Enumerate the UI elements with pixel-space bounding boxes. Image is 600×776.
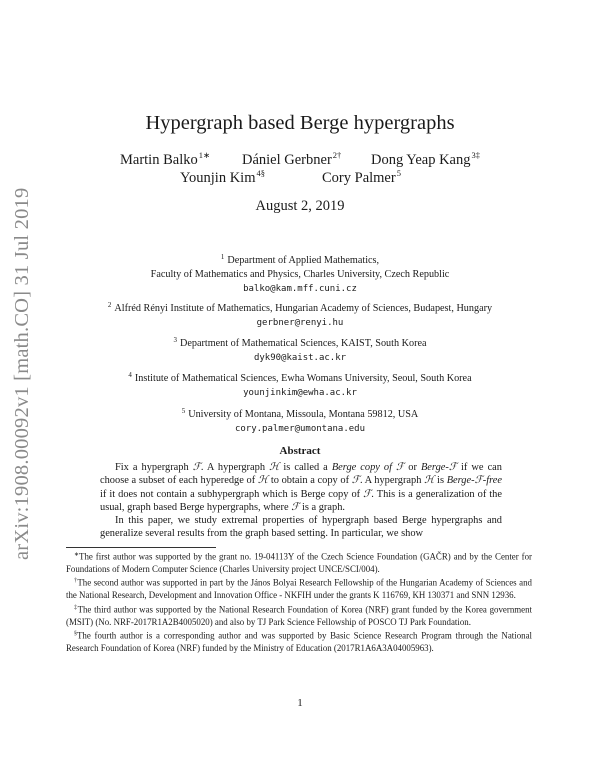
page-number: 1 xyxy=(297,697,303,709)
abstract-paragraph-1: Fix a hypergraph ℱ. A hypergraph ℋ is called a Berge copy of ℱ or Berge-ℱ if we can choose a subset of each hyperedge of ℋ to obtain a copy of ℱ. A hypergraph ℋ is Berge-ℱ-free if it does not contain a subhypergraph which is Berge copy of ℱ. This is a generalization of the usual, graph based Berge hypergraphs, where ℱ is a graph. xyxy=(100,462,502,513)
affiliation-3: $^3$ Department of Mathematical Sciences, KAIST, South Korea dyk90@kaist.ac.kr xyxy=(0,333,600,365)
author-kang: Dong Yeap Kang$^{3\ddagger}$ xyxy=(371,150,480,168)
email-kang[interactable]: dyk90@kaist.ac.kr xyxy=(253,353,347,363)
abstract-heading: Abstract xyxy=(279,445,321,457)
email-gerbner[interactable]: gerbner@renyi.hu xyxy=(256,318,344,328)
paper-title: Hypergraph based Berge hypergraphs xyxy=(145,112,455,134)
footnotes xyxy=(66,549,532,655)
affiliation-4: $^4$ Institute of Mathematical Sciences, Ewha Womans University, Seoul, South Korea younjinkim@ewha.ac.kr xyxy=(0,368,600,400)
abstract-body xyxy=(100,461,502,541)
author-palmer: Cory Palmer$^5$ xyxy=(322,168,401,186)
affiliation-1: $^1$ Department of Applied Mathematics, Faculty of Mathematics and Physics, Charles University, Czech Republic balko@kam.mff.cuni.cz xyxy=(0,250,600,296)
footnote-2: †The second author was supported in part by the János Bolyai Research Fellowship of the Hungarian Academy of Sciences and the National Research, Development and Innovation Office - NKFIH under the grants K 116769, KH 130371 and SNN 12936. xyxy=(66,577,532,601)
footnote-4: §The fourth author is a corresponding author and was supported by Basic Science Research Program through the National Research Foundation of Korea (NRF) funded by the Ministry of Education (2017R1A6A3A04005963). xyxy=(66,630,532,653)
email-palmer[interactable]: cory.palmer@umontana.edu xyxy=(234,424,366,434)
author-balko: Martin Balko$^{1∗}$ xyxy=(120,150,211,168)
email-kim[interactable]: younjinkim@ewha.ac.kr xyxy=(243,388,357,398)
footnote-1: ∗The first author was supported by the grant no. 19-04113Y of the Czech Science Foundation (GAČR) and by the Center for Foundations of Modern Computer Science (Charles University project UNCE/SCI/004). xyxy=(66,551,532,574)
abstract-paragraph-2: In this paper, we study extremal properties of hypergraph based Berge hypergraphs and generalize several results from the graph based setting. In particular, we show xyxy=(100,515,502,540)
paper-date: August 2, 2019 xyxy=(255,198,345,214)
footnote-divider xyxy=(66,547,216,548)
arxiv-identifier-stamp: arXiv:1908.00092v1 [math.CO] 31 Jul 2019 xyxy=(11,187,33,560)
author-gerbner: Dániel Gerbner$^{2\dagger}$ xyxy=(242,150,342,168)
author-kim: Younjin Kim$^{4\S}$ xyxy=(180,168,265,186)
footnote-3: ‡The third author was supported by the National Research Foundation of Korea (NRF) grant funded by the Korea government (MSIT) (No. NRF-2017R1A2B4005020) and also by TJ Park Science Fellowship of POSCO TJ Park Foundation. xyxy=(66,604,533,627)
email-balko[interactable]: balko@kam.mff.cuni.cz xyxy=(243,284,357,294)
affiliation-5: $^5$ University of Montana, Missoula, Montana 59812, USA cory.palmer@umontana.edu xyxy=(0,404,600,436)
affiliation-2: $^2$ Alfréd Rényi Institute of Mathematics, Hungarian Academy of Sciences, Budapest, Hungary gerbner@renyi.hu xyxy=(0,298,600,330)
